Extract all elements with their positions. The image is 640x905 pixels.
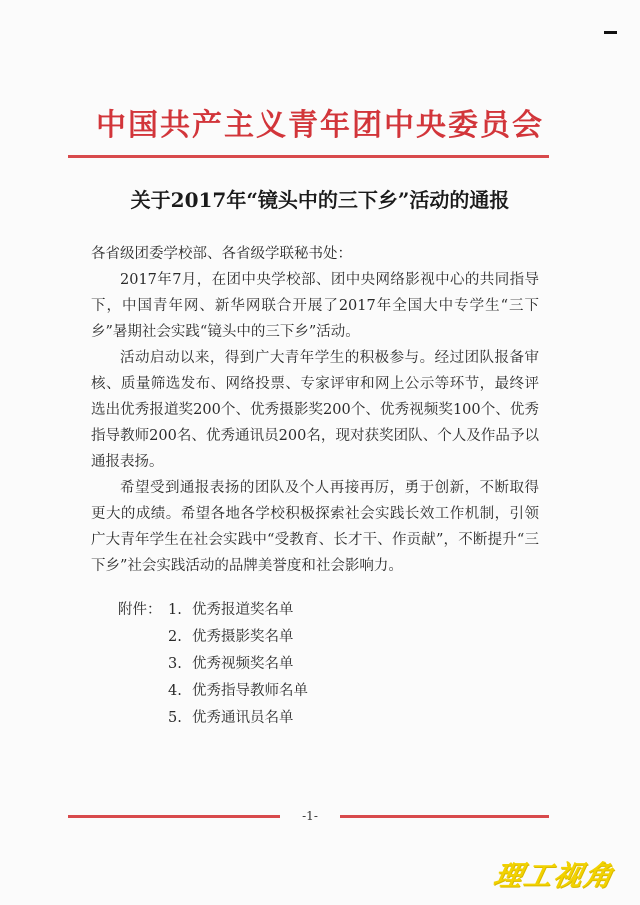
attachments-label: 附件： bbox=[118, 602, 162, 618]
attachment-number: 3. bbox=[168, 656, 182, 672]
paragraph: 2017年7月，在团中央学校部、团中央网络影视中心的共同指导下，中国青年网、新华网联合开展了2017年全国大中专学生“三下乡”暑期社会实践“镜头中的三下乡”活动。 bbox=[91, 272, 539, 340]
attachment-number: 2. bbox=[168, 629, 182, 645]
attachment-item bbox=[118, 624, 498, 651]
attachment-title: 优秀通讯员名单 bbox=[192, 710, 294, 726]
attachment-item bbox=[118, 597, 498, 624]
attachment-item bbox=[118, 651, 498, 678]
watermark-logo: 理工视角 bbox=[490, 859, 618, 892]
organization-header: 中国共产主义青年团中央委员会 bbox=[96, 108, 544, 143]
attachments-list bbox=[118, 597, 498, 732]
attachment-number: 1. bbox=[168, 602, 182, 618]
attachment-number: 5. bbox=[168, 710, 182, 726]
page-number: -1- bbox=[280, 808, 340, 824]
corner-mark bbox=[604, 31, 617, 34]
attachment-item bbox=[118, 705, 498, 732]
paragraph: 活动启动以来，得到广大青年学生的积极参与。经过团队报备审核、质量筛选发布、网络投票、专家评审和网上公示等环节，最终评选出优秀报道奖200个、优秀摄影奖200个、优秀视频奖100个、优秀指导教师200名、优秀通讯员200名，现对获奖团队、个人及作品予以通报表扬。 bbox=[91, 350, 539, 470]
attachment-title: 优秀视频奖名单 bbox=[192, 656, 294, 672]
attachment-title: 优秀摄影奖名单 bbox=[192, 629, 294, 645]
document-body bbox=[91, 241, 539, 579]
attachment-title: 优秀报道奖名单 bbox=[192, 602, 294, 618]
document-title: 关于2017年“镜头中的三下乡”活动的通报 bbox=[130, 188, 510, 212]
header-red-rule bbox=[68, 155, 549, 158]
attachment-item bbox=[118, 678, 498, 705]
attachment-title: 优秀指导教师名单 bbox=[192, 683, 308, 699]
salutation: 各省级团委学校部、各省级学联秘书处： bbox=[91, 246, 352, 262]
paragraph: 希望受到通报表扬的团队及个人再接再厉，勇于创新，不断取得更大的成绩。希望各地各学校积极探索社会实践长效工作机制，引领广大青年学生在社会实践中“受教育、长才干、作贡献”，不断提升“三下乡”社会实践活动的品牌美誉度和社会影响力。 bbox=[91, 480, 539, 574]
attachment-number: 4. bbox=[168, 683, 182, 699]
